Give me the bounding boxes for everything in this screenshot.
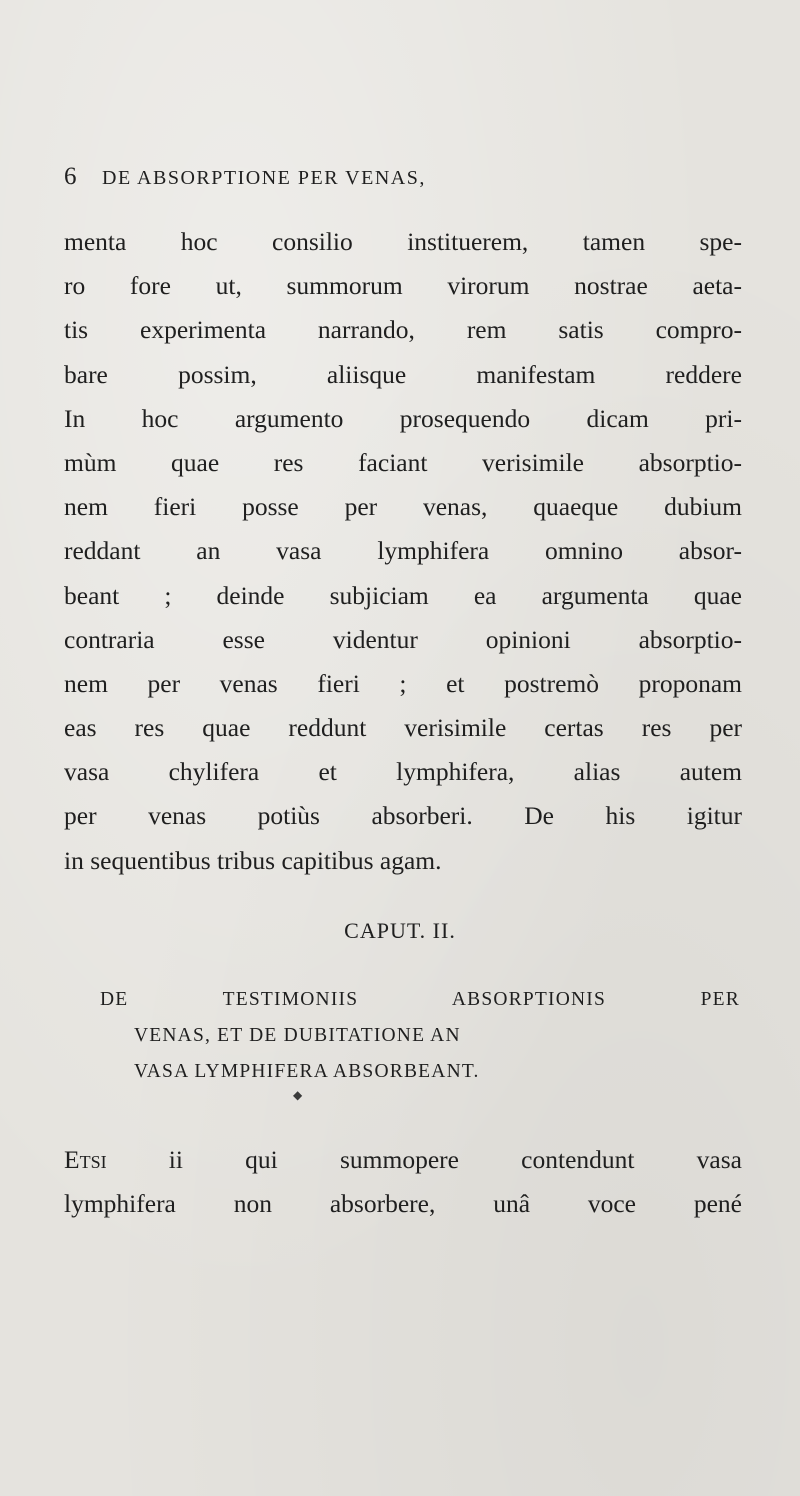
ornament-mark: ◆	[293, 1088, 303, 1102]
text-line: reddant an vasa lymphifera omnino absor-	[64, 536, 742, 566]
line-text: ii qui summopere contendunt vasa	[106, 1145, 742, 1174]
chapter-subtitle	[100, 982, 760, 1090]
text-line: per venas potiùs absorberi. De his igitur	[64, 801, 742, 831]
page-number: 6	[64, 163, 77, 190]
opening-word: Etsi	[64, 1145, 107, 1174]
text-line: nem per venas fieri ; et postremò proponam	[64, 668, 742, 698]
text-line: eas res quae reddunt verisimile certas res per	[64, 713, 742, 743]
text-line: contraria esse videntur opinioni absorptio-	[64, 624, 742, 654]
text-line: beant ; deinde subjiciam ea argumenta quae	[64, 580, 742, 610]
text-line: mùm quae res faciant verisimile absorptio-	[64, 447, 742, 477]
text-line: lymphifera non absorbere, unâ voce pené	[64, 1189, 742, 1219]
subtitle-line: VENAS, ET DE DUBITATIONE AN	[134, 1025, 461, 1046]
text-line	[64, 1138, 742, 1182]
chapter-title: CAPUT. II.	[344, 918, 456, 943]
text-line: in sequentibus tribus capitibus agam.	[64, 845, 442, 875]
text-line: ro fore ut, summorum virorum nostrae aeta-	[64, 271, 742, 301]
paragraph-1	[64, 220, 742, 883]
subtitle-line: DE TESTIMONIIS ABSORPTIONIS PER	[100, 989, 740, 1010]
paragraph-2	[64, 1138, 742, 1226]
subtitle-line: VASA LYMPHIFERA ABSORBEANT.	[134, 1061, 480, 1082]
page-header	[64, 162, 724, 192]
text-line: vasa chylifera et lymphifera, alias autem	[64, 757, 742, 787]
text-line: menta hoc consilio instituerem, tamen spe-	[64, 227, 742, 256]
text-line: bare possim, aliisque manifestam reddere	[64, 359, 742, 389]
text-line: nem fieri posse per venas, quaeque dubium	[64, 492, 742, 522]
running-head: DE ABSORPTIONE PER VENAS,	[102, 167, 426, 189]
text-line: tis experimenta narrando, rem satis compro-	[64, 315, 742, 345]
text-line: In hoc argumento prosequendo dicam pri-	[64, 403, 742, 433]
